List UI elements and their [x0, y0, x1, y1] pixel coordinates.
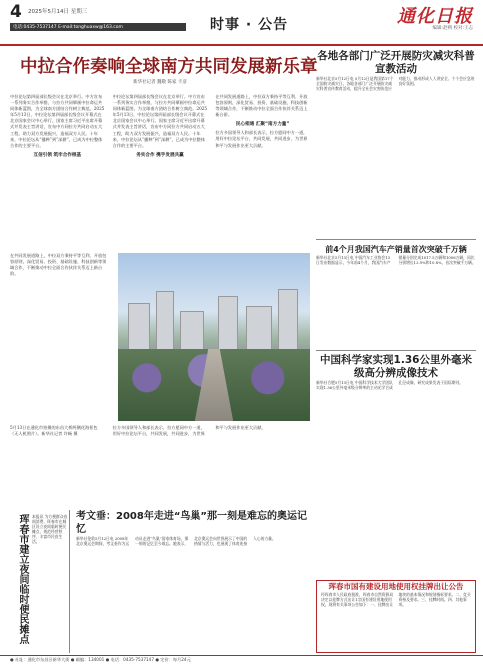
notice-paragraph: 经珲春市人民政府批准，珲春市自然资源局决定以挂牌方式出让1宗国有建设用地使用权。现将有关事项公告如下：一、挂牌出让地块的基本情况和规划指标要求。二、竞买资格及要求。三、挂牌时间。四、其他事项。 — [321, 592, 471, 607]
story-body — [316, 380, 476, 480]
vertical-body: 本报讯 为方便群众夜间消费，珲春市在城区设立夜间临时便民摊点，规范经营秩序，丰富市民夜生活。 — [32, 514, 68, 544]
story-paragraph: 新华社北京5月13日电 中国汽车工业协会13日发布数据显示，今年前4个月，我国汽车产销量分别完成1017.5万辆和1006万辆，同比分别增长12.9%和10.8%，首次突破千万辆。 — [316, 255, 476, 266]
lead-paragraph: 拉方多国领导人和部长表示，拉方愿同中方一道，用好中拉论坛平台，共同发展，共同进步，为世界和平与发展作出更大贡献。 — [215, 130, 308, 148]
story-paragraph: 新华社北京5月12日电 5月12日是我国第17个全国防灾减灾日。各地各部门广泛开展防灾减灾科普宣传教育活动，提升全社会灾害防范应对能力，推动形成人人讲安全、个个会应急的良好氛围。 — [316, 76, 475, 92]
notice-title: 珲春市国有建设用地使用权挂牌出让公告 — [328, 582, 464, 591]
right-column — [316, 50, 476, 480]
lead-body — [10, 94, 310, 249]
masthead — [0, 0, 483, 46]
page-footer: ● 社址：通化市东昌区新华大街 ● 邮编：134001 ● 电话：0435-7537147 ● 定价：每月24元 — [0, 655, 483, 666]
section-title: 时事 · 公告 — [210, 17, 289, 33]
vertical-story — [10, 510, 70, 653]
lead-paragraph: 在共同发展道路上，中拉双方秉持平等互利、开放包容原则，深化贸易、投资、基础设施、科技创新等领域合作，不断推动中拉全面合作伙伴关系迈上新台阶。 — [10, 253, 107, 277]
story-headline: 各地各部门广泛开展防灾减灾科普宣教活动 — [317, 50, 475, 75]
story-headline: 前4个月我国汽车产销量首次突破千万辆 — [325, 245, 467, 254]
lead-paragraph: 中拉论坛第四届部长级会议在北京举行。中方宣布一系列务实合作举措，与拉方共同擘画中拉命运共同体新蓝图，为全球南方团结合作树立典范。2025年5月13日，中拉论坛第四届部长级会议开幕式在北京国家会议中心举行。国家主席习近平出席开幕式并发表主旨讲话，宣布中方同拉方共同启动五大工程，助力双方发展振兴，造福双方人民。十年来，中拉论坛从“播种”到“深耕”，已成为中拉整体合作的主要平台。 — [10, 94, 105, 148]
lead-subhead: 民心相通 汇聚“南方力量” — [235, 122, 290, 128]
page-number: 4 — [10, 2, 22, 22]
contact-line: 电话:0435-7537147 E-mail:tonghuaxw@163.com — [10, 23, 186, 31]
story-body — [316, 76, 476, 236]
lead-subhead: 互信引领 筑牢合作根基 — [33, 152, 82, 158]
story-paragraph: 新华社合肥5月13日电 中国科学技术大学团队实现1.36公里外毫米级分辨率的主动光学合成孔径成像，研究成果发表于国际期刊。 — [316, 380, 464, 391]
news-photo — [118, 253, 310, 421]
lead-byline: 新华社记者 魏敬 陈家 卡彦 — [133, 80, 187, 85]
bottom-headline: 考文垂：2008年走进“鸟巢”那一刻是难忘的奥运记忆 — [76, 511, 307, 535]
photo-caption: 5月13日在通化市拍摄的东昌大桥两侧花海景色（无人机照片）。新华社记者 许畅 摄 — [10, 425, 98, 437]
notice-body — [317, 592, 475, 650]
story-body — [316, 255, 476, 347]
vertical-headline: 珲春市建立夜间临时便民摊点 — [17, 514, 28, 644]
story-paragraph: 新华社伦敦5月12日电 2008年北京奥运会期间，考文垂作为运动员走进“鸟巢”国家体育场，那一刻的记忆至今难忘。她表示，北京奥运会向世界展示了中国的热情与活力，也展现了体育连接人心的力量。 — [76, 536, 276, 547]
public-notice — [316, 580, 476, 653]
story-headline: 中国科学家实现1.36公里外毫米级高分辨成像技术 — [320, 354, 472, 379]
editor-credits: 编辑:赵朔 校对:王志 — [432, 26, 473, 31]
divider — [316, 350, 476, 351]
lead-side-column — [10, 253, 110, 421]
lead-story — [10, 50, 318, 505]
divider — [316, 239, 476, 240]
bottom-story — [76, 510, 308, 653]
lead-headline: 中拉合作奏响全球南方共同发展新乐章 — [20, 57, 318, 77]
newspaper-logo: 通化日报 — [397, 6, 473, 27]
page-date: 2025年5月14日 星期三 — [28, 9, 88, 15]
lead-paragraph: 在共同发展道路上，中拉双方秉持平等互利、开放包容原则，深化贸易、投资、基础设施、科技创新等领域合作，不断推动中拉全面合作伙伴关系迈上新台阶。 — [215, 94, 308, 118]
lead-continuation — [10, 425, 310, 503]
lead-subhead: 务实合作 携手发展共赢 — [136, 152, 184, 158]
bottom-body — [76, 536, 308, 658]
lead-paragraph: 中拉论坛第四届部长级会议在北京举行。中方宣布一系列务实合作举措，与拉方共同擘画中拉命运共同体新蓝图，为全球南方团结合作树立典范。2025年5月13日，中拉论坛第四届部长级会议开幕式在北京国家会议中心举行。国家主席习近平出席开幕式并发表主旨讲话，宣布中方同拉方共同启动五大工程，助力双方发展振兴，造福双方人民。十年来，中拉论坛从“播种”到“深耕”，已成为中拉整体合作的主要平台。 — [112, 94, 208, 148]
lead-paragraph: 拉方多国领导人和部长表示，拉方愿同中方一道，用好中拉论坛平台，共同发展，共同进步，为世界和平与发展作出更大贡献。 — [112, 425, 266, 437]
